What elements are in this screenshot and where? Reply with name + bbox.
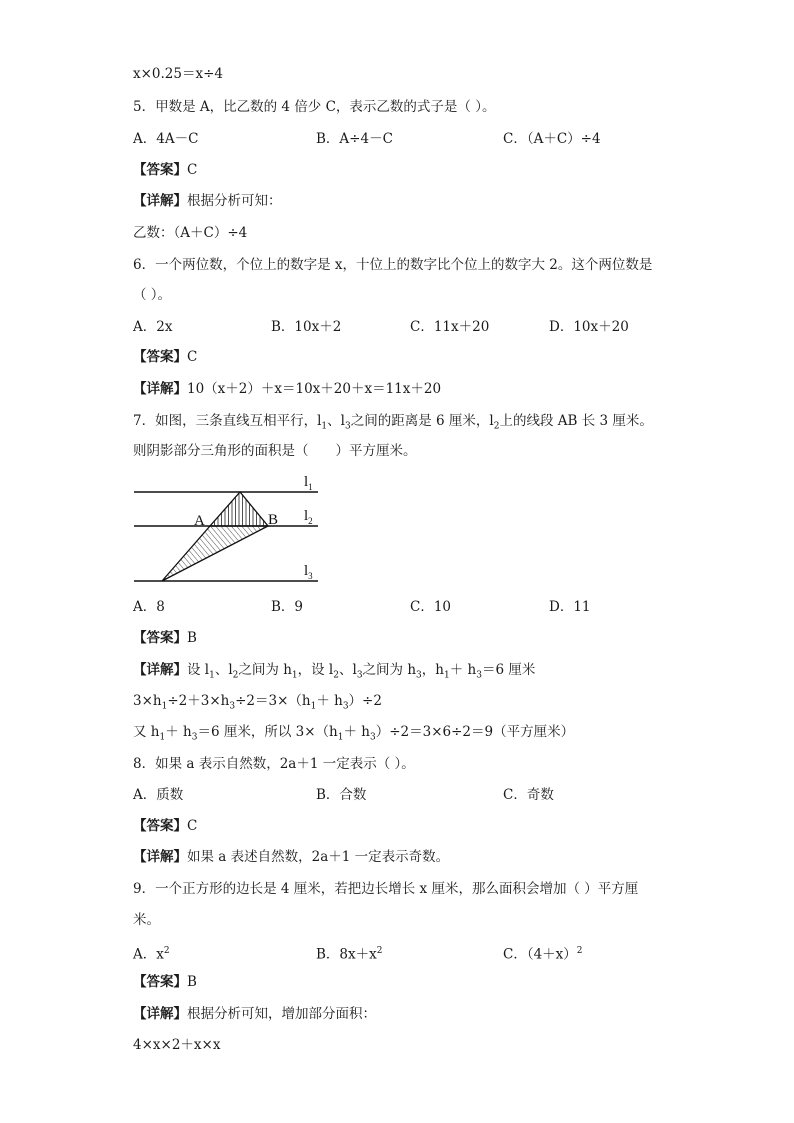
q6-option-c: C．11x＋20 [410,319,490,335]
q6-option-d: D．10x＋20 [549,319,629,335]
q9-answer: 【答案】B [133,974,197,990]
q5-detail: 【详解】根据分析可知： [133,193,282,209]
q9-option-b: B．$8x+x^2$ [316,946,383,963]
q6-detail: 【详解】10（x＋2）＋x＝10x＋20＋x＝11x＋20 [133,381,442,397]
question-7: 7．如图，三条直线互相平行，$l_1$、$l_3$之间的距离是 6 厘米，$l_2$上的线段 AB 长 3 厘米。 [133,413,653,432]
label-l1: $l_1$ [304,474,313,492]
question-6: 6．一个两位数，个位上的数字是 x，十位上的数字比个位上的数字大 2。这个两位数是 [133,257,653,273]
q5-detail-formula: 乙数：（A＋C）÷4 [133,225,248,241]
label-a: A [194,513,205,529]
question-9-cont: 米。 [133,912,160,928]
q7-detail: 【详解】设 $l_1$、$l_2$之间为 $h_1$，设 $l_2$、$l_3$之间为 $h_3$，$h_1+ h_3=6$ 厘米 [133,662,536,681]
question-8: 8．如果 a 表示自然数，2a＋1 一定表示（ ）。 [133,756,415,772]
parallel-lines-figure [130,468,330,588]
upper-triangle [210,492,268,526]
q7-option-d: D．11 [549,599,591,615]
q7-answer: 【答案】B [133,630,197,646]
q8-detail: 【详解】如果 a 表述自然数，2a＋1 一定表示奇数。 [133,849,450,865]
q8-option-b: B．合数 [316,787,367,803]
q6-option-a: A．2x [133,319,173,335]
formula-line: x×0.25＝x÷4 [133,66,223,82]
label-l2: $l_2$ [304,508,313,526]
label-b: B [268,512,279,528]
question-6-cont: （ ）。 [133,287,172,303]
q5-option-c: C．（A＋C）÷4 [503,131,601,147]
question-9: 9．一个正方形的边长是 4 厘米，若把边长增长 x 厘米，那么面积会增加（ ）平方厘 [133,881,639,897]
q5-option-b: B．A÷4－C [316,131,393,147]
q9-detail-formula: 4×x×2＋x×x [133,1037,221,1053]
q8-option-a: A．质数 [133,787,184,803]
q7-option-a: A．8 [133,599,165,615]
q7-option-b: B．9 [271,599,304,615]
q7-option-c: C．10 [410,599,452,615]
q8-answer: 【答案】C [133,818,198,834]
q9-option-c: C．$(4+x)^2$ [503,946,583,963]
q6-answer: 【答案】C [133,349,198,365]
q7-detail-formula: $3\times h_1\div 2+3\times h_3\div 2=3\times(h_1+ h_3)\div 2$ [133,693,382,712]
q9-option-a: A．$x^2$ [133,946,170,963]
lower-triangle [162,526,268,581]
q6-option-b: B．10x＋2 [271,319,342,335]
q7-detail-conclusion: 又 $h_1+ h_3=6$ 厘米，所以 $3\times(h_1+ h_3)\div 2=3\times 6\div 2=9$（平方厘米） [133,724,575,743]
q5-option-a: A．4A－C [133,131,199,147]
q9-detail: 【详解】根据分析可知，增加部分面积： [133,1006,376,1022]
q5-answer: 【答案】C [133,162,198,178]
question-7-cont: 则阴影部分三角形的面积是（ ）平方厘米。 [133,443,417,459]
label-l3: $l_3$ [304,563,313,581]
question-5: 5．甲数是 A，比乙数的 4 倍少 C，表示乙数的式子是（ ）。 [133,99,496,115]
q8-option-c: C．奇数 [503,787,554,803]
